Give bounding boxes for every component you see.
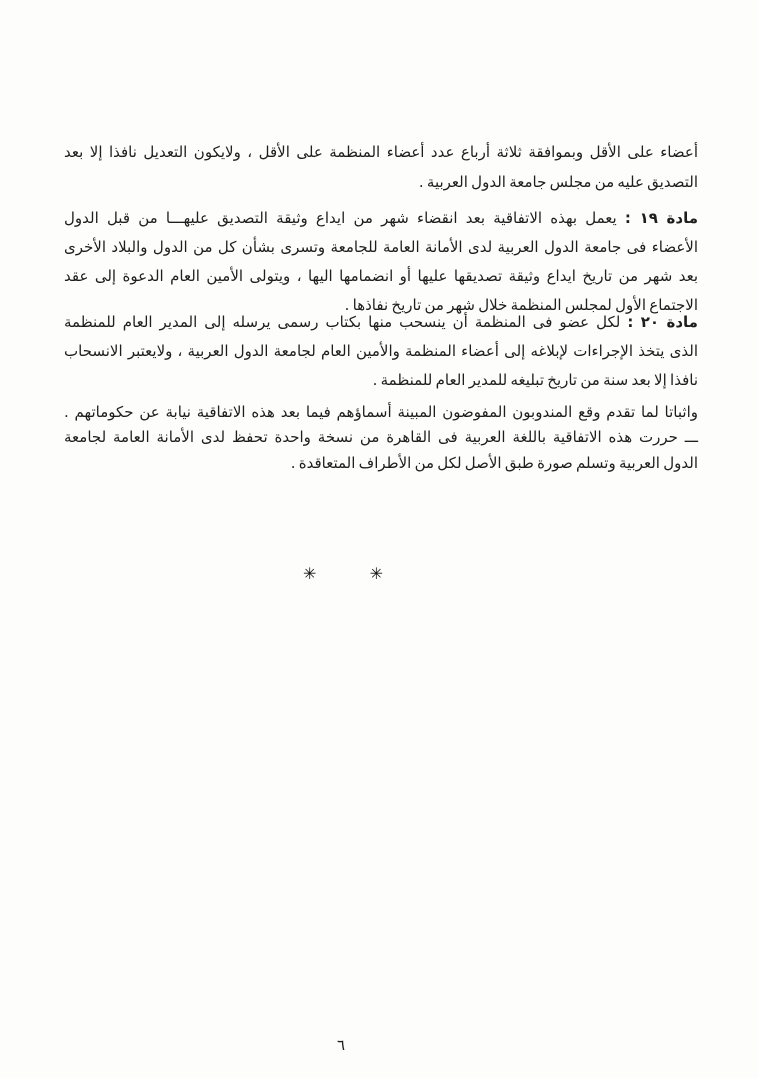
text-line: الأعضاء فى جامعة الدول العربية لدى الأمانة العامة للجامعة وتسرى بشأن كل من الدول والبلاد الأخرى [64, 238, 698, 256]
text-line: نافذا إلا بعد سنة من تاريخ تبليغه للمدير العام للمنظمة . [372, 371, 698, 389]
text-line: أعضاء على الأقل وبموافقة ثلاثة أرباع عدد أعضاء المنظمة على الأقل ، ولايكون التعديل نافذا إلا بعد [64, 143, 698, 161]
paragraph-article-20 [64, 308, 698, 395]
page-number: ٦ [336, 1036, 346, 1054]
text-line: الدول العربية وتسلم صورة طبق الأصل لكل من الأطراف المتعاقدة . [290, 454, 698, 472]
article-19-label: مادة ١٩ : [624, 209, 698, 227]
body-text [64, 0, 698, 1078]
text-line: واثباتا لما تقدم وقع المندوبون المفوضون المبينة أسماؤهم فيما بعد هذه الاتفاقية نيابة عن حكوماتهم . [64, 403, 698, 421]
text-line [64, 204, 698, 233]
paragraph-article-19 [64, 204, 698, 320]
section-separator [303, 564, 383, 583]
article-20-text: لكل عضو فى المنظمة أن ينسحب منها بكتاب رسمى يرسله إلى المدير العام للمنظمة [64, 313, 628, 331]
paragraph-attestation [64, 399, 698, 425]
paragraph-amendment-continuation [64, 137, 698, 197]
article-19-text: يعمل بهذه الاتفاقية بعد انقضاء شهر من ايداع وثيقة التصديق عليهـــا من قبل الدول [64, 209, 625, 227]
text-line: بعد شهر من تاريخ ايداع وثيقة تصديقها عليها أو انضمامها اليها ، ويتولى الأمين العام الدعوة إلى عقد [64, 267, 698, 285]
paragraph-deposit-clause [64, 424, 698, 476]
text-line: ـــ حررت هذه الاتفاقية باللغة العربية فى القاهرة من نسخة واحدة تحفظ لدى الأمانة العامة لجامعة [64, 428, 698, 446]
text-line [64, 308, 698, 337]
text-line: الذى يتخذ الإجراءات لإبلاغه إلى أعضاء المنظمة والأمين العام لجامعة الدول العربية ، ولايعتبر الانسحاب [64, 342, 698, 360]
article-20-label: مادة ٢٠ : [627, 313, 698, 331]
asterisk-icon: ✳ [369, 564, 383, 583]
text-line: الاجتماع الأول لمجلس المنظمة خلال شهر من تاريخ نفاذها . [344, 296, 698, 314]
text-line: التصديق عليه من مجلس جامعة الدول العربية . [418, 173, 698, 191]
asterisk-icon: ✳ [303, 564, 317, 583]
